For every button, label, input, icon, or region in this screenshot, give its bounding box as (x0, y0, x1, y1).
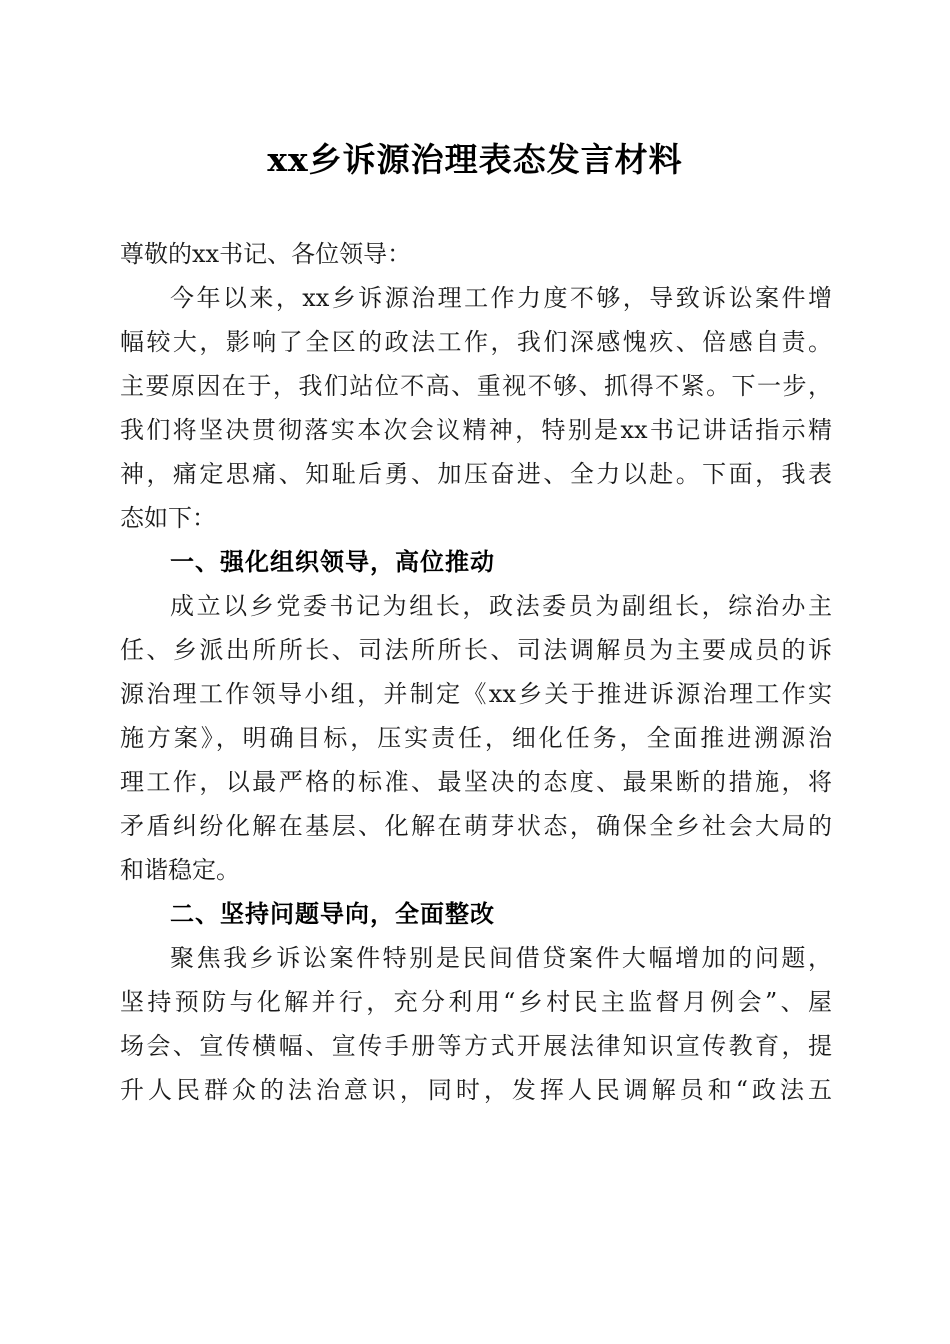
paragraph-line: 态如下： (120, 504, 216, 532)
paragraph-line: 和谐稳定。 (120, 856, 240, 884)
paragraph-line: 理工作，以最严格的标准、最坚决的态度、最果断的措施，将 (120, 768, 832, 796)
paragraph-line: 幅较大，影响了全区的政法工作，我们深感愧疚、倍感自责。 (120, 328, 832, 356)
paragraph-line: 聚焦我乡诉讼案件特别是民间借贷案件大幅增加的问题， (170, 944, 832, 972)
paragraph-line: 坚持预防与化解并行，充分利用“乡村民主监督月例会”、屋 (120, 988, 832, 1016)
paragraph-line: 矛盾纠纷化解在基层、化解在萌芽状态，确保全乡社会大局的 (120, 812, 832, 840)
paragraph-line: 施方案》，明确目标，压实责任，细化任务，全面推进溯源治 (120, 724, 832, 752)
paragraph-line: 升人民群众的法治意识，同时，发挥人民调解员和“政法五 (120, 1076, 832, 1104)
salutation: 尊敬的xx书记、各位领导： (120, 240, 412, 268)
paragraph-line: 成立以乡党委书记为组长，政法委员为副组长，综治办主 (170, 592, 832, 620)
paragraph-line: 任、乡派出所所长、司法所所长、司法调解员为主要成员的诉 (120, 636, 832, 664)
document-body (120, 232, 832, 1112)
paragraph-line: 我们将坚决贯彻落实本次会议精神，特别是xx书记讲话指示精 (120, 416, 832, 444)
paragraph-line: 源治理工作领导小组，并制定《xx乡关于推进诉源治理工作实 (120, 680, 832, 708)
paragraph-line: 主要原因在于，我们站位不高、重视不够、抓得不紧。下一步， (120, 372, 832, 400)
paragraph-line: 神，痛定思痛、知耻后勇、加压奋进、全力以赴。下面，我表 (120, 460, 832, 488)
document-title: xx乡诉源治理表态发言材料 (267, 140, 683, 179)
paragraph-line: 今年以来，xx乡诉源治理工作力度不够，导致诉讼案件增 (170, 284, 832, 312)
paragraph-line: 场会、宣传横幅、宣传手册等方式开展法律知识宣传教育，提 (120, 1032, 832, 1060)
section-heading: 一、强化组织领导，高位推动 (170, 548, 495, 576)
section-heading: 二、坚持问题导向，全面整改 (170, 900, 495, 928)
